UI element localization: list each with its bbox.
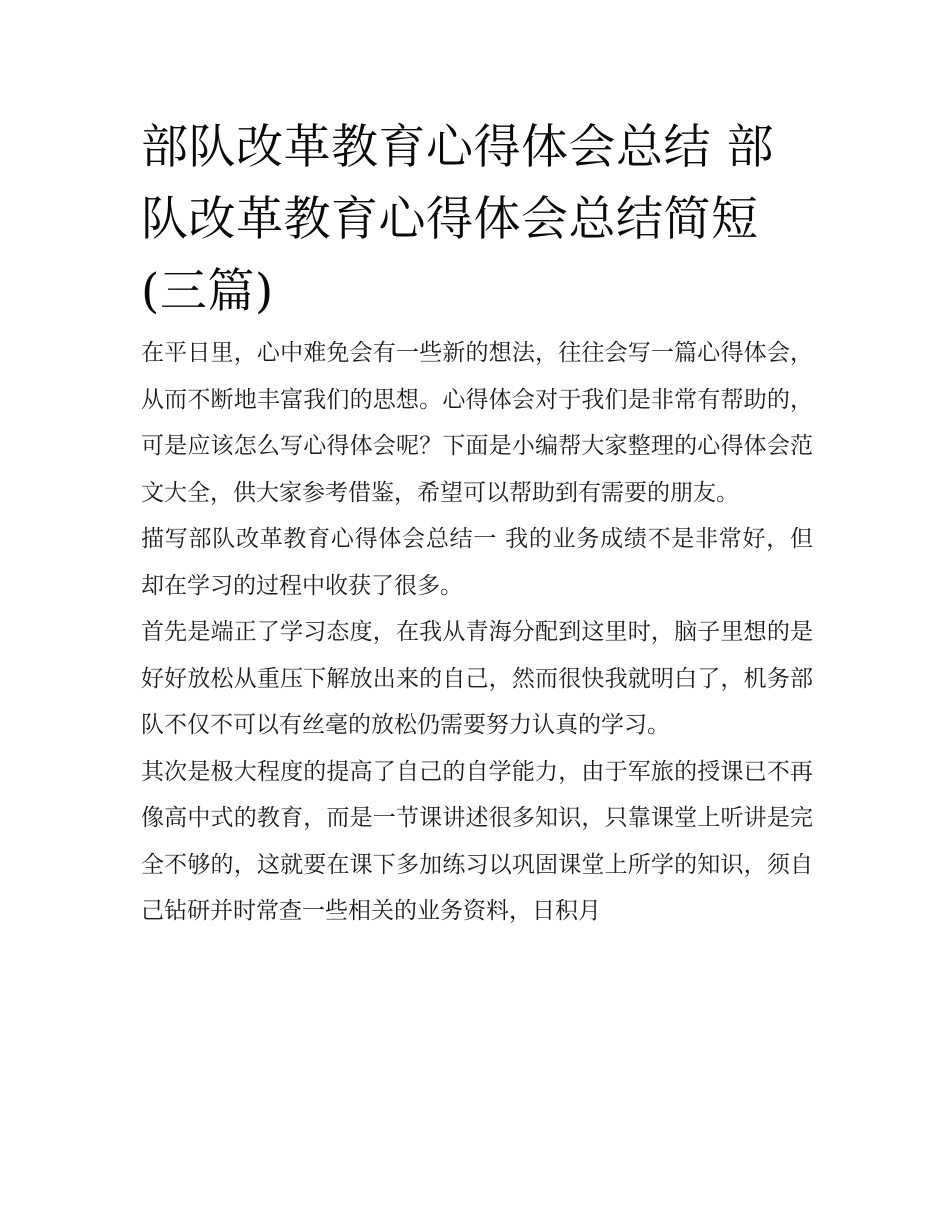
attitude-paragraph: 首先是端正了学习态度，在我从青海分配到这里时，脑子里想的是好好放松从重压下解放出来的自己，然而很快我就明白了，机务部队不仅不可以有丝毫的放松仍需要努力认真的学习。 xyxy=(141,619,813,738)
self-study-paragraph: 其次是极大程度的提高了自己的自学能力，由于军旅的授课已不再像高中式的教育，而是一节课讲述很多知识，只靠课堂上听讲是完全不够的，这就要在课下多加练习以巩固课堂上所学的知识，须自己钻研并时常查一些相关的业务资料，日积月 xyxy=(141,758,813,924)
document-title: 部队改革教育心得体会总结 部队改革教育心得体会总结简短(三篇) xyxy=(141,120,774,319)
section-one-paragraph: 描写部队改革教育心得体会总结一 我的业务成绩不是非常好，但却在学习的过程中收获了很多。 xyxy=(141,526,813,599)
intro-paragraph: 在平日里，心中难免会有一些新的想法，往往会写一篇心得体会，从而不断地丰富我们的思想。心得体会对于我们是非常有帮助的，可是应该怎么写心得体会呢？下面是小编帮大家整理的心得体会范文大全，供大家参考借鉴，希望可以帮助到有需要的朋友。 xyxy=(141,340,813,506)
document-body xyxy=(141,112,813,935)
